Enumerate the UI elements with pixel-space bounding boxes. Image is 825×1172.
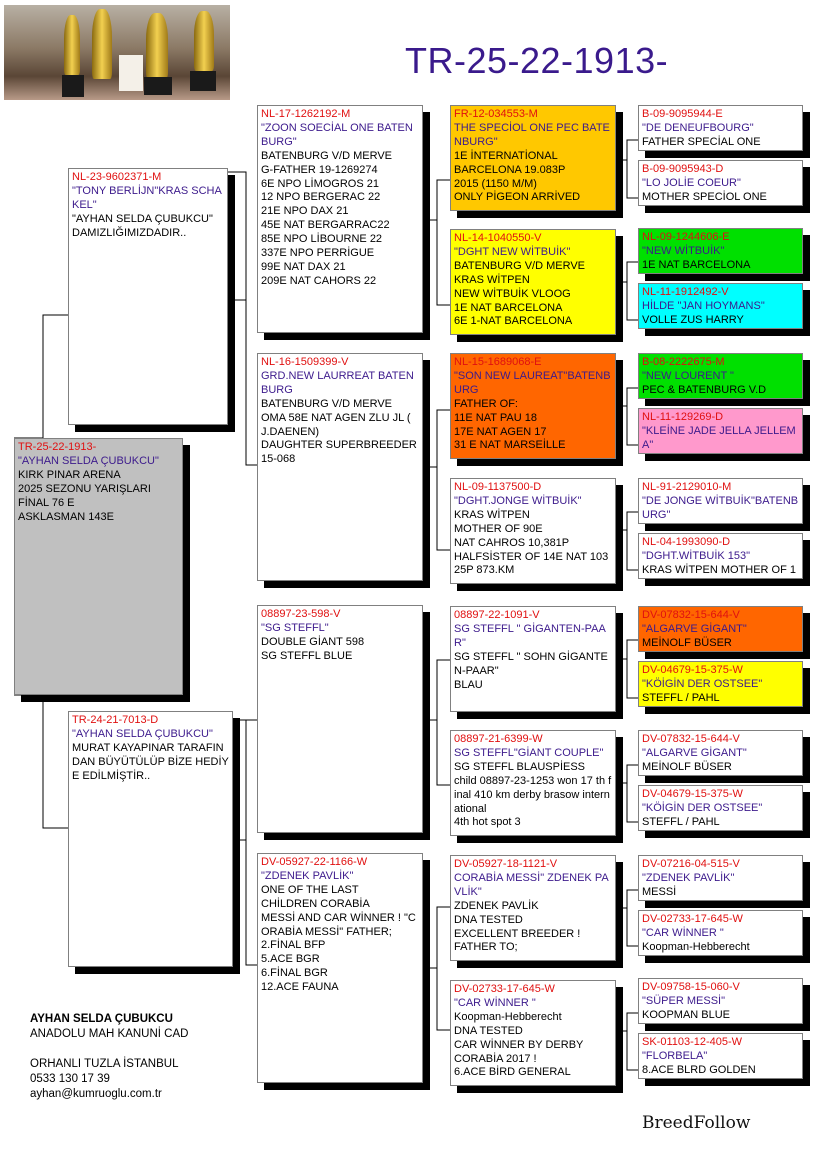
pigeon-note: 11E NAT PAU 18: [454, 411, 537, 424]
pigeon-name: "DGHT.WİTBUİK 153": [642, 549, 751, 562]
ring-number: DV-07832-15-644-V: [642, 733, 740, 745]
ring-number: TR-25-22-1913-: [18, 441, 97, 453]
pigeon-note: Koopman-Hebberecht: [454, 1010, 562, 1023]
ancestor-box[interactable]: [638, 855, 803, 901]
pigeon-name: CORABİA MESSİ" ZDENEK PAVLİK": [454, 871, 609, 898]
pigeon-note: 209E NAT CAHORS 22: [261, 274, 377, 287]
pigeon-name: "DGHT.JONGE WİTBUİK": [454, 494, 582, 507]
ring-number: NL-15-1689068-E: [454, 356, 542, 368]
pigeon-name: "KÖİGİN DER OSTSEE": [642, 801, 763, 814]
grandparent-box[interactable]: [257, 605, 423, 833]
ring-number: NL-17-1262192-M: [261, 108, 351, 120]
ancestor-box[interactable]: [638, 910, 803, 956]
pigeon-note: 15-068: [261, 453, 296, 466]
pigeon-note: BATENBURG V/D MERVE: [261, 397, 393, 410]
pigeon-name: "CAR WİNNER ": [642, 926, 724, 939]
ring-number: NL-11-1912492-V: [642, 286, 729, 298]
pigeon-note: BLAU: [454, 678, 483, 691]
ring-number: B-09-9095943-D: [642, 163, 724, 175]
pigeon-name: "SON NEW LAUREAT"BATENBURG: [454, 369, 611, 396]
pigeon-name: "NEW LOURENT ": [642, 369, 734, 382]
pigeon-note: MOTHER OF 90E: [454, 522, 543, 535]
pigeon-name: "ZDENEK PAVLİK": [642, 871, 735, 884]
ancestor-box[interactable]: [638, 1033, 803, 1079]
grandparent-box[interactable]: [257, 853, 423, 1083]
pigeon-note: "AYHAN SELDA ÇUBUKCU": [72, 212, 213, 225]
owner-phone: 0533 130 17 39: [30, 1073, 110, 1085]
ring-number: DV-07216-04-515-V: [642, 858, 740, 870]
pigeon-note: MEİNOLF BÜSER: [642, 760, 732, 773]
pigeon-note: DAUGHTER SUPERBREEDER: [261, 439, 417, 452]
pigeon-note: 45E NAT BERGARRAC22: [261, 219, 390, 232]
ring-number: DV-07832-15-644-V: [642, 609, 740, 621]
owner-address-2: ORHANLI TUZLA İSTANBUL: [30, 1058, 179, 1070]
ancestor-box[interactable]: [638, 105, 803, 151]
pigeon-note: SG STEFFL BLAUSPİESS: [454, 760, 586, 773]
pigeon-note: 1E NAT BARCELONA: [454, 301, 563, 314]
pigeon-name: "DE DENEUFBOURG": [642, 121, 754, 134]
ancestor-box[interactable]: [638, 978, 803, 1024]
pigeon-note: NAT CAHROS 10,381P: [454, 536, 570, 549]
pigeon-name: "ALGARVE GİGANT": [642, 746, 747, 759]
pigeon-note: child 08897-23-1253 won 17 th final 410 km derby brasow international: [454, 774, 612, 815]
pigeon-note: PEC & BATENBURG V.D: [642, 383, 767, 396]
grandparent-box[interactable]: [257, 105, 423, 333]
pigeon-note: 31 E NAT MARSEİLLE: [454, 439, 566, 452]
pigeon-note: G-FATHER 19-1269274: [261, 163, 378, 176]
ring-number: NL-04-1993090-D: [642, 536, 731, 548]
pigeon-note: BATENBURG V/D MERVE: [454, 259, 586, 272]
ring-number: FR-12-034553-M: [454, 108, 538, 120]
owner-address-1: ANADOLU MAH KANUNİ CAD: [30, 1028, 189, 1040]
ring-number: 08897-23-598-V: [261, 608, 341, 620]
pigeon-note: HALFSİSTER OF 14E NAT 10325P 873.KM: [454, 550, 609, 577]
pigeon-note: 5.ACE BGR: [261, 953, 320, 966]
dam-box[interactable]: [68, 711, 233, 967]
owner-contact: [30, 1012, 188, 1102]
pigeon-note: 4th hot spot 3: [454, 816, 521, 829]
pigeon-name: "AYHAN SELDA ÇUBUKCU": [72, 727, 213, 740]
pigeon-note: DNA TESTED: [454, 913, 523, 926]
pigeon-name: "SÜPER MESSİ": [642, 994, 725, 1007]
ring-number: B-08-2222675-M: [642, 356, 725, 368]
ring-number: NL-14-1040550-V: [454, 232, 542, 244]
pigeon-note: FİNAL 76 E: [18, 496, 75, 509]
ring-number: DV-05927-22-1166-W: [261, 856, 368, 868]
pigeon-name: "LO JOLİE COEUR": [642, 176, 741, 189]
pigeon-note: ZDENEK PAVLİK: [454, 899, 539, 912]
pigeon-name: GRD.NEW LAURREAT BATENBURG: [261, 369, 414, 396]
pigeon-note: BATENBURG V/D MERVE: [261, 149, 393, 162]
ring-number: 08897-21-6399-W: [454, 733, 543, 745]
pigeon-name: HİLDE "JAN HOYMANS": [642, 299, 765, 312]
subject-pigeon-box[interactable]: [14, 438, 183, 695]
ring-number: SK-01103-12-405-W: [642, 1036, 743, 1048]
pigeon-note: CORABİA 2017 !: [454, 1052, 537, 1065]
ring-number: NL-91-2129010-M: [642, 481, 732, 493]
pigeon-note: SG STEFFL " SOHN GİGANTEN-PAAR": [454, 650, 608, 677]
pigeon-note: STEFFL / PAHL: [642, 691, 720, 704]
pigeon-note: ONLY PİGEON ARRİVED: [454, 191, 581, 204]
pigeon-note: 6.ACE BİRD GENERAL: [454, 1066, 571, 1079]
pigeon-note: 99E NAT DAX 21: [261, 260, 346, 273]
pigeon-note: ASKLASMAN 143E: [18, 510, 114, 523]
pigeon-note: MURAT KAYAPINAR TARAFINDAN BÜYÜTÜLÜP BİZE HEDİYE EDİLMİŞTİR..: [72, 741, 229, 782]
pigeon-note: 2015 (1150 M/M): [454, 177, 537, 190]
grandparent-box[interactable]: [257, 353, 423, 581]
great-grandparent-box[interactable]: [450, 105, 616, 211]
pigeon-note: 17E NAT AGEN 17: [454, 425, 547, 438]
ring-number: DV-04679-15-375-W: [642, 788, 743, 800]
pigeon-note: VOLLE ZUS HARRY: [642, 313, 744, 326]
pigeon-note: OMA 58E NAT AGEN ZLU JL ( J.DAENEN): [261, 411, 411, 438]
pigeon-note: KRAS WİTPEN MOTHER OF 1: [642, 563, 797, 576]
ring-number: TR-24-21-7013-D: [72, 714, 159, 726]
pigeon-name: "TONY BERLİJN"KRAS SCHAKEL": [72, 184, 222, 211]
ancestor-box[interactable]: [638, 228, 803, 274]
breedfollow-logo: BreedFollow: [642, 1113, 751, 1133]
ring-number: DV-02733-17-645-W: [642, 913, 743, 925]
pigeon-note: CAR WİNNER BY DERBY: [454, 1038, 584, 1051]
pigeon-note: 2025 SEZONU YARIŞLARI: [18, 482, 151, 495]
sire-box[interactable]: [68, 168, 228, 425]
ring-number: NL-23-9602371-M: [72, 171, 162, 183]
pigeon-note: FATHER TO;: [454, 941, 518, 954]
pigeon-name: "KÖİGİN DER OSTSEE": [642, 677, 763, 690]
great-grandparent-box[interactable]: [450, 229, 616, 335]
pigeon-note: 6E NPO LİMOGROS 21: [261, 177, 379, 190]
ancestor-box[interactable]: [638, 160, 803, 206]
pigeon-note: DAMIZLIĞIMIZDADIR..: [72, 226, 187, 239]
pigeon-note: STEFFL / PAHL: [642, 815, 720, 828]
pigeon-note: MESSİ AND CAR WİNNER ! "CORABİA MESSİ" FATHER;: [261, 911, 416, 938]
ancestor-box[interactable]: [638, 661, 803, 707]
ring-number: DV-09758-15-060-V: [642, 981, 740, 993]
pigeon-note: FATHER OF:: [454, 397, 518, 410]
pigeon-note: MESSİ: [642, 885, 677, 898]
pigeon-note: 1E NAT BARCELONA: [642, 258, 751, 271]
great-grandparent-box[interactable]: [450, 855, 616, 961]
ancestor-box[interactable]: [638, 478, 803, 524]
ancestor-box[interactable]: [638, 730, 803, 776]
pigeon-note: KRAS WİTPEN: [454, 508, 530, 521]
pigeon-note: BARCELONA 19.083P: [454, 163, 566, 176]
pigeon-name: "DE JONGE WİTBUİK"BATENBURG": [642, 494, 799, 521]
pigeon-name: "NEW WİTBUİK": [642, 244, 725, 257]
pigeon-name: "ZDENEK PAVLİK": [261, 869, 354, 882]
pigeon-note: Koopman-Hebberecht: [642, 940, 750, 953]
ancestor-box[interactable]: [638, 785, 803, 831]
pigeon-name: SG STEFFL " GİGANTEN-PAAR": [454, 622, 606, 649]
pigeon-note: CHİLDREN CORABİA: [261, 897, 370, 910]
pigeon-note: NEW WİTBUİK VLOOG: [454, 287, 571, 300]
pigeon-name: "CAR WİNNER ": [454, 996, 536, 1009]
ring-number: 08897-22-1091-V: [454, 609, 540, 621]
ancestor-box[interactable]: [638, 533, 803, 579]
pigeon-note: ONE OF THE LAST: [261, 883, 359, 896]
ring-number: DV-04679-15-375-W: [642, 664, 743, 676]
pigeon-name: "SG STEFFL": [261, 621, 329, 634]
pigeon-note: 85E NPO LİBOURNE 22: [261, 233, 383, 246]
pigeon-note: KRAS WİTPEN: [454, 273, 530, 286]
ancestor-box[interactable]: [638, 283, 803, 329]
ring-number: NL-09-1244606-E: [642, 231, 730, 243]
great-grandparent-box[interactable]: [450, 606, 616, 712]
pigeon-note: 21E NPO DAX 21: [261, 205, 349, 218]
pigeon-name: SG STEFFL"GİANT COUPLE": [454, 746, 604, 759]
pigeon-name: "AYHAN SELDA ÇUBUKCU": [18, 454, 159, 467]
pigeon-name: THE SPECİOL ONE PEC BATENBURG": [454, 121, 610, 148]
pigeon-note: 12 NPO BERGERAC 22: [261, 191, 381, 204]
pigeon-note: 6E 1-NAT BARCELONA: [454, 315, 573, 328]
ring-number: DV-02733-17-645-W: [454, 983, 555, 995]
pigeon-note: SG STEFFL BLUE: [261, 649, 353, 662]
pigeon-name: "FLORBELA": [642, 1049, 708, 1062]
ring-number: NL-09-1137500-D: [454, 481, 542, 493]
ring-number: NL-16-1509399-V: [261, 356, 349, 368]
pigeon-note: 12.ACE FAUNA: [261, 981, 339, 994]
pigeon-name: "ALGARVE GİGANT": [642, 622, 747, 635]
ring-number: NL-11-129269-D: [642, 411, 724, 423]
pigeon-note: EXCELLENT BREEDER !: [454, 927, 581, 940]
pigeon-note: MOTHER SPECİOL ONE: [642, 190, 767, 203]
great-grandparent-box[interactable]: [450, 353, 616, 459]
pigeon-name: "ZOON SOECİAL ONE BATENBURG": [261, 121, 413, 148]
ring-number: B-09-9095944-E: [642, 108, 723, 120]
great-grandparent-box[interactable]: [450, 478, 616, 584]
pigeon-note: 1E İNTERNATİONAL: [454, 149, 558, 162]
pigeon-note: FATHER SPECİAL ONE: [642, 135, 761, 148]
pigeon-note: 6.FİNAL BGR: [261, 967, 328, 980]
pigeon-note: DOUBLE GİANT 598: [261, 635, 365, 648]
ancestor-box[interactable]: [638, 353, 803, 399]
pigeon-note: DNA TESTED: [454, 1024, 523, 1037]
owner-email[interactable]: ayhan@kumruoglu.com.tr: [30, 1088, 162, 1100]
pigeon-name: "DGHT NEW WİTBUİK": [454, 245, 571, 258]
pigeon-note: MEİNOLF BÜSER: [642, 636, 732, 649]
pigeon-note: 8.ACE BLRD GOLDEN: [642, 1063, 756, 1076]
ancestor-box[interactable]: [638, 408, 803, 454]
pigeon-note: KIRK PINAR ARENA: [18, 468, 121, 481]
page-title: TR-25-22-1913-: [405, 40, 669, 81]
pigeon-note: 337E NPO PERRİGUE: [261, 247, 375, 260]
ring-number: DV-05927-18-1121-V: [454, 858, 558, 870]
owner-name: AYHAN SELDA ÇUBUKCU: [30, 1013, 173, 1025]
pigeon-name: "KLEİNE JADE JELLA JELLEMA": [642, 424, 796, 451]
great-grandparent-box[interactable]: [450, 730, 616, 836]
great-grandparent-box[interactable]: [450, 980, 616, 1086]
ancestor-box[interactable]: [638, 606, 803, 652]
pigeon-note: 2.FİNAL BFP: [261, 939, 326, 952]
pigeon-note: KOOPMAN BLUE: [642, 1008, 731, 1021]
